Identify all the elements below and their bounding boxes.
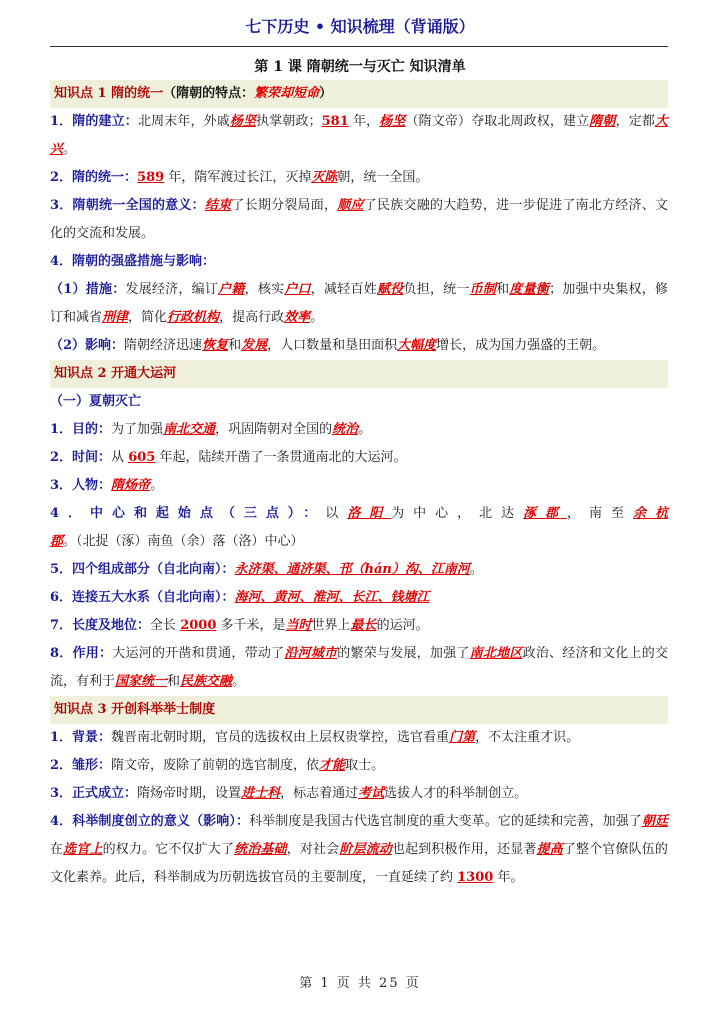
year: 581 (321, 114, 349, 129)
paragraph-exam-establishment (50, 780, 668, 808)
document-body (50, 80, 668, 892)
section-title: 知识点 1 隋的统一 (54, 86, 164, 101)
text: 选拔人才的科举制创立。 (384, 786, 528, 801)
item-label: 7．长度及地位： (50, 618, 151, 633)
keyword: 统治 (332, 422, 359, 437)
text: 和 (167, 674, 181, 689)
section-title: 知识点 2 开通大运河 (54, 366, 177, 381)
text: 取士。 (345, 758, 385, 773)
text: 全长 (150, 618, 181, 633)
item-label: 2．时间： (50, 450, 112, 465)
keyword: 国家统一 (115, 674, 168, 689)
keyword: 度量衡 (509, 282, 550, 297)
paragraph-measures (50, 276, 668, 332)
keyword: 大兴 (50, 114, 668, 157)
keyword: 赋役 (376, 282, 404, 297)
year: 589 (137, 170, 165, 185)
text: 隋炀帝时期，设置 (137, 786, 242, 801)
item-label: 3．正式成立： (50, 786, 138, 801)
keyword: 永济渠、通济渠、邗（hán）沟、江南河 (234, 562, 470, 577)
paragraph-sui-establishment (50, 108, 668, 164)
keyword: 民族交融 (180, 674, 233, 689)
keyword: 南北地区 (469, 646, 523, 661)
sub-label: （2）影响： (50, 338, 125, 353)
paragraph-exam-significance (50, 808, 668, 892)
paragraph-canal-time (50, 444, 668, 472)
text: 科举制度是我国古代选官制度的重大变革。它的延续和完善，加强了 (249, 814, 642, 829)
text: 北周末年，外戚 (137, 114, 230, 129)
paragraph-exam-prototype (50, 752, 668, 780)
keyword: 朝廷 (641, 814, 668, 829)
item-label: 2．隋的统一： (50, 170, 138, 185)
text: 世界上 (311, 618, 351, 633)
keyword: 结束 (204, 198, 232, 213)
keyword: 阶层流动 (339, 842, 392, 857)
keyword: 进士科 (241, 786, 281, 801)
text: 隋朝经济迅速 (124, 338, 203, 353)
text: 政治、经济和文化上的交流，有利于 (50, 646, 668, 689)
section-subtitle-highlight: 繁荣却短命 (254, 86, 320, 101)
text: 年， (348, 114, 380, 129)
item-label: 1．目的： (50, 422, 112, 437)
paragraph-canal-person (50, 472, 668, 500)
keyword: 海河、黄河、淮河、长江、钱塘江 (234, 590, 430, 605)
text: ，不太注重才识。 (475, 730, 580, 745)
paragraph-canal-parts (50, 556, 668, 584)
title-divider (50, 46, 668, 47)
document-title: 七下历史 • 知识梳理（背诵版） (245, 17, 475, 36)
text: 。 (358, 422, 372, 437)
text: 隋文帝，废除了前朝的选官制度，依 (111, 758, 320, 773)
keyword: 当时 (285, 618, 312, 633)
text: ；加强中央集权，修订和减省 (50, 282, 668, 325)
item-label: 1．背景： (50, 730, 112, 745)
text: （隋文帝）夺取北周政权，建立 (405, 114, 590, 129)
subsection-heading (50, 388, 668, 416)
paragraph-exam-background (50, 724, 668, 752)
keyword: 余杭郡 (50, 506, 668, 549)
text: ，对社会 (286, 842, 340, 857)
text: 。 (63, 142, 77, 157)
text: 的运河。 (376, 618, 429, 633)
text: 。 (150, 478, 164, 493)
text: ，核实 (244, 282, 285, 297)
sub-label: （1）措施： (50, 282, 126, 297)
paragraph-sui-unification (50, 164, 668, 192)
keyword: 行政机构 (167, 310, 220, 325)
text: 和 (228, 338, 242, 353)
item-label: 3．人物： (50, 478, 112, 493)
text: 为了加强 (111, 422, 164, 437)
section-header-2 (50, 360, 668, 388)
item-label: 5．四个组成部分（自北向南）： (50, 562, 235, 577)
keyword: 顺应 (337, 198, 364, 213)
keyword: 隋炀帝 (111, 478, 151, 493)
year-count: 1300 (457, 870, 494, 885)
text: ，简化 (128, 310, 168, 325)
text: ，人口数量和垦田面积 (267, 338, 398, 353)
text: 负担，统一 (403, 282, 470, 297)
text: 执掌朝政； (256, 114, 322, 129)
keyword: 恢复 (202, 338, 229, 353)
text: 年。 (493, 870, 524, 885)
paragraph-canal-effect (50, 640, 668, 696)
keyword: 最长 (350, 618, 377, 633)
keyword: 杨坚 (229, 114, 257, 129)
text: 了民族交融的大趋势，进一步促进了南北方经济、文化的交流和发展。 (50, 198, 668, 241)
text: 多千米，是 (216, 618, 286, 633)
keyword: 提高 (536, 842, 563, 857)
item-label: 4．中心和起始点（三点）： (50, 506, 326, 521)
paragraph-unification-significance (50, 192, 668, 248)
keyword: 洛阳 (347, 506, 392, 521)
text: 了整个官僚队伍的文化素养。此后，科举制成为历朝选拔官员的主要制度，一直延续了约 (50, 842, 668, 885)
item-label: 1．隋的建立： (50, 114, 138, 129)
keyword: 选官上 (63, 842, 103, 857)
text: 魏晋南北朝时期，官员的选拔权由上层权贵掌控，选官看重 (111, 730, 450, 745)
page-footer: 第 1 页 共 25 页 (299, 976, 421, 991)
item-label: 4．科举制度创立的意义（影响）： (50, 814, 250, 829)
keyword: 灭陈 (311, 170, 338, 185)
paragraph-canal-length (50, 612, 668, 640)
text: 的权力。它不仅扩大了 (102, 842, 235, 857)
keyword: 大幅度 (397, 338, 437, 353)
text: 的繁荣与发展，加强了 (337, 646, 470, 661)
year: 605 (128, 450, 156, 465)
text: 增长，成为国力强盛的王朝。 (436, 338, 606, 353)
keyword: 统治基础 (234, 842, 287, 857)
text: 朝，统一全国。 (337, 170, 429, 185)
text: 年起，陆续开凿了一条贯通南北的大运河。 (155, 450, 407, 465)
sub-label: （一）夏朝灭亡 (50, 394, 142, 409)
text: 和 (496, 282, 510, 297)
text: ，减轻百姓 (310, 282, 377, 297)
text: 。 (232, 674, 246, 689)
text: ，巩固隋朝对全国的 (215, 422, 333, 437)
text: 发展经济，编订 (125, 282, 219, 297)
item-label: 2．雏形： (50, 758, 112, 773)
keyword: 才能 (319, 758, 346, 773)
section-header-1 (50, 80, 668, 108)
keyword: 刑律 (102, 310, 129, 325)
text: 以 (325, 506, 348, 521)
keyword: 隋朝 (589, 114, 616, 129)
keyword: 涿郡 (523, 506, 568, 521)
text: ，定都 (615, 114, 655, 129)
keyword: 效率 (284, 310, 311, 325)
text: 在 (50, 842, 64, 857)
text: 了长期分裂局面， (231, 198, 338, 213)
text: 也起到积极作用，还显著 (391, 842, 537, 857)
section-title: 知识点 3 开创科举举士制度 (54, 702, 216, 717)
keyword: 南北交通 (163, 422, 216, 437)
keyword: 沿河城市 (284, 646, 338, 661)
text: 。 (469, 562, 483, 577)
keyword: 考试 (358, 786, 385, 801)
length-number: 2000 (180, 618, 217, 633)
text: 年，隋军渡过长江，灭掉 (164, 170, 312, 185)
item-label: 6．连接五大水系（自北向南）： (50, 590, 235, 605)
text: 为中心，北达 (391, 506, 524, 521)
text: 。（北捉（涿）南鱼（余）落（洛）中心） (63, 534, 304, 549)
item-label: 8．作用： (50, 646, 113, 661)
section-subtitle-pre: （隋朝的特点： (163, 86, 255, 101)
keyword: 杨坚 (379, 114, 406, 129)
paragraph-prosperity-heading (50, 248, 668, 276)
keyword: 发展 (241, 338, 268, 353)
paragraph-canal-purpose (50, 416, 668, 444)
keyword: 户口 (284, 282, 311, 297)
lesson-title: 第 1 课 隋朝统一与灭亡 知识清单 (254, 59, 466, 75)
text: ，提高行政 (219, 310, 285, 325)
paragraph-canal-center (50, 500, 668, 556)
keyword: 户籍 (218, 282, 245, 297)
item-label: 3．隋朝统一全国的意义： (50, 198, 205, 213)
item-label: 4．隋朝的强盛措施与影响： (50, 254, 216, 269)
text: 。 (310, 310, 324, 325)
keyword: 币制 (469, 282, 497, 297)
text: ，标志着通过 (280, 786, 359, 801)
section-subtitle-post: ） (319, 86, 333, 101)
paragraph-canal-rivers (50, 584, 668, 612)
text: 从 (111, 450, 129, 465)
section-header-3 (50, 696, 668, 724)
text: ，南至 (567, 506, 633, 521)
text: 大运河的开凿和贯通，带动了 (112, 646, 285, 661)
keyword: 门第 (449, 730, 476, 745)
paragraph-influence (50, 332, 668, 360)
